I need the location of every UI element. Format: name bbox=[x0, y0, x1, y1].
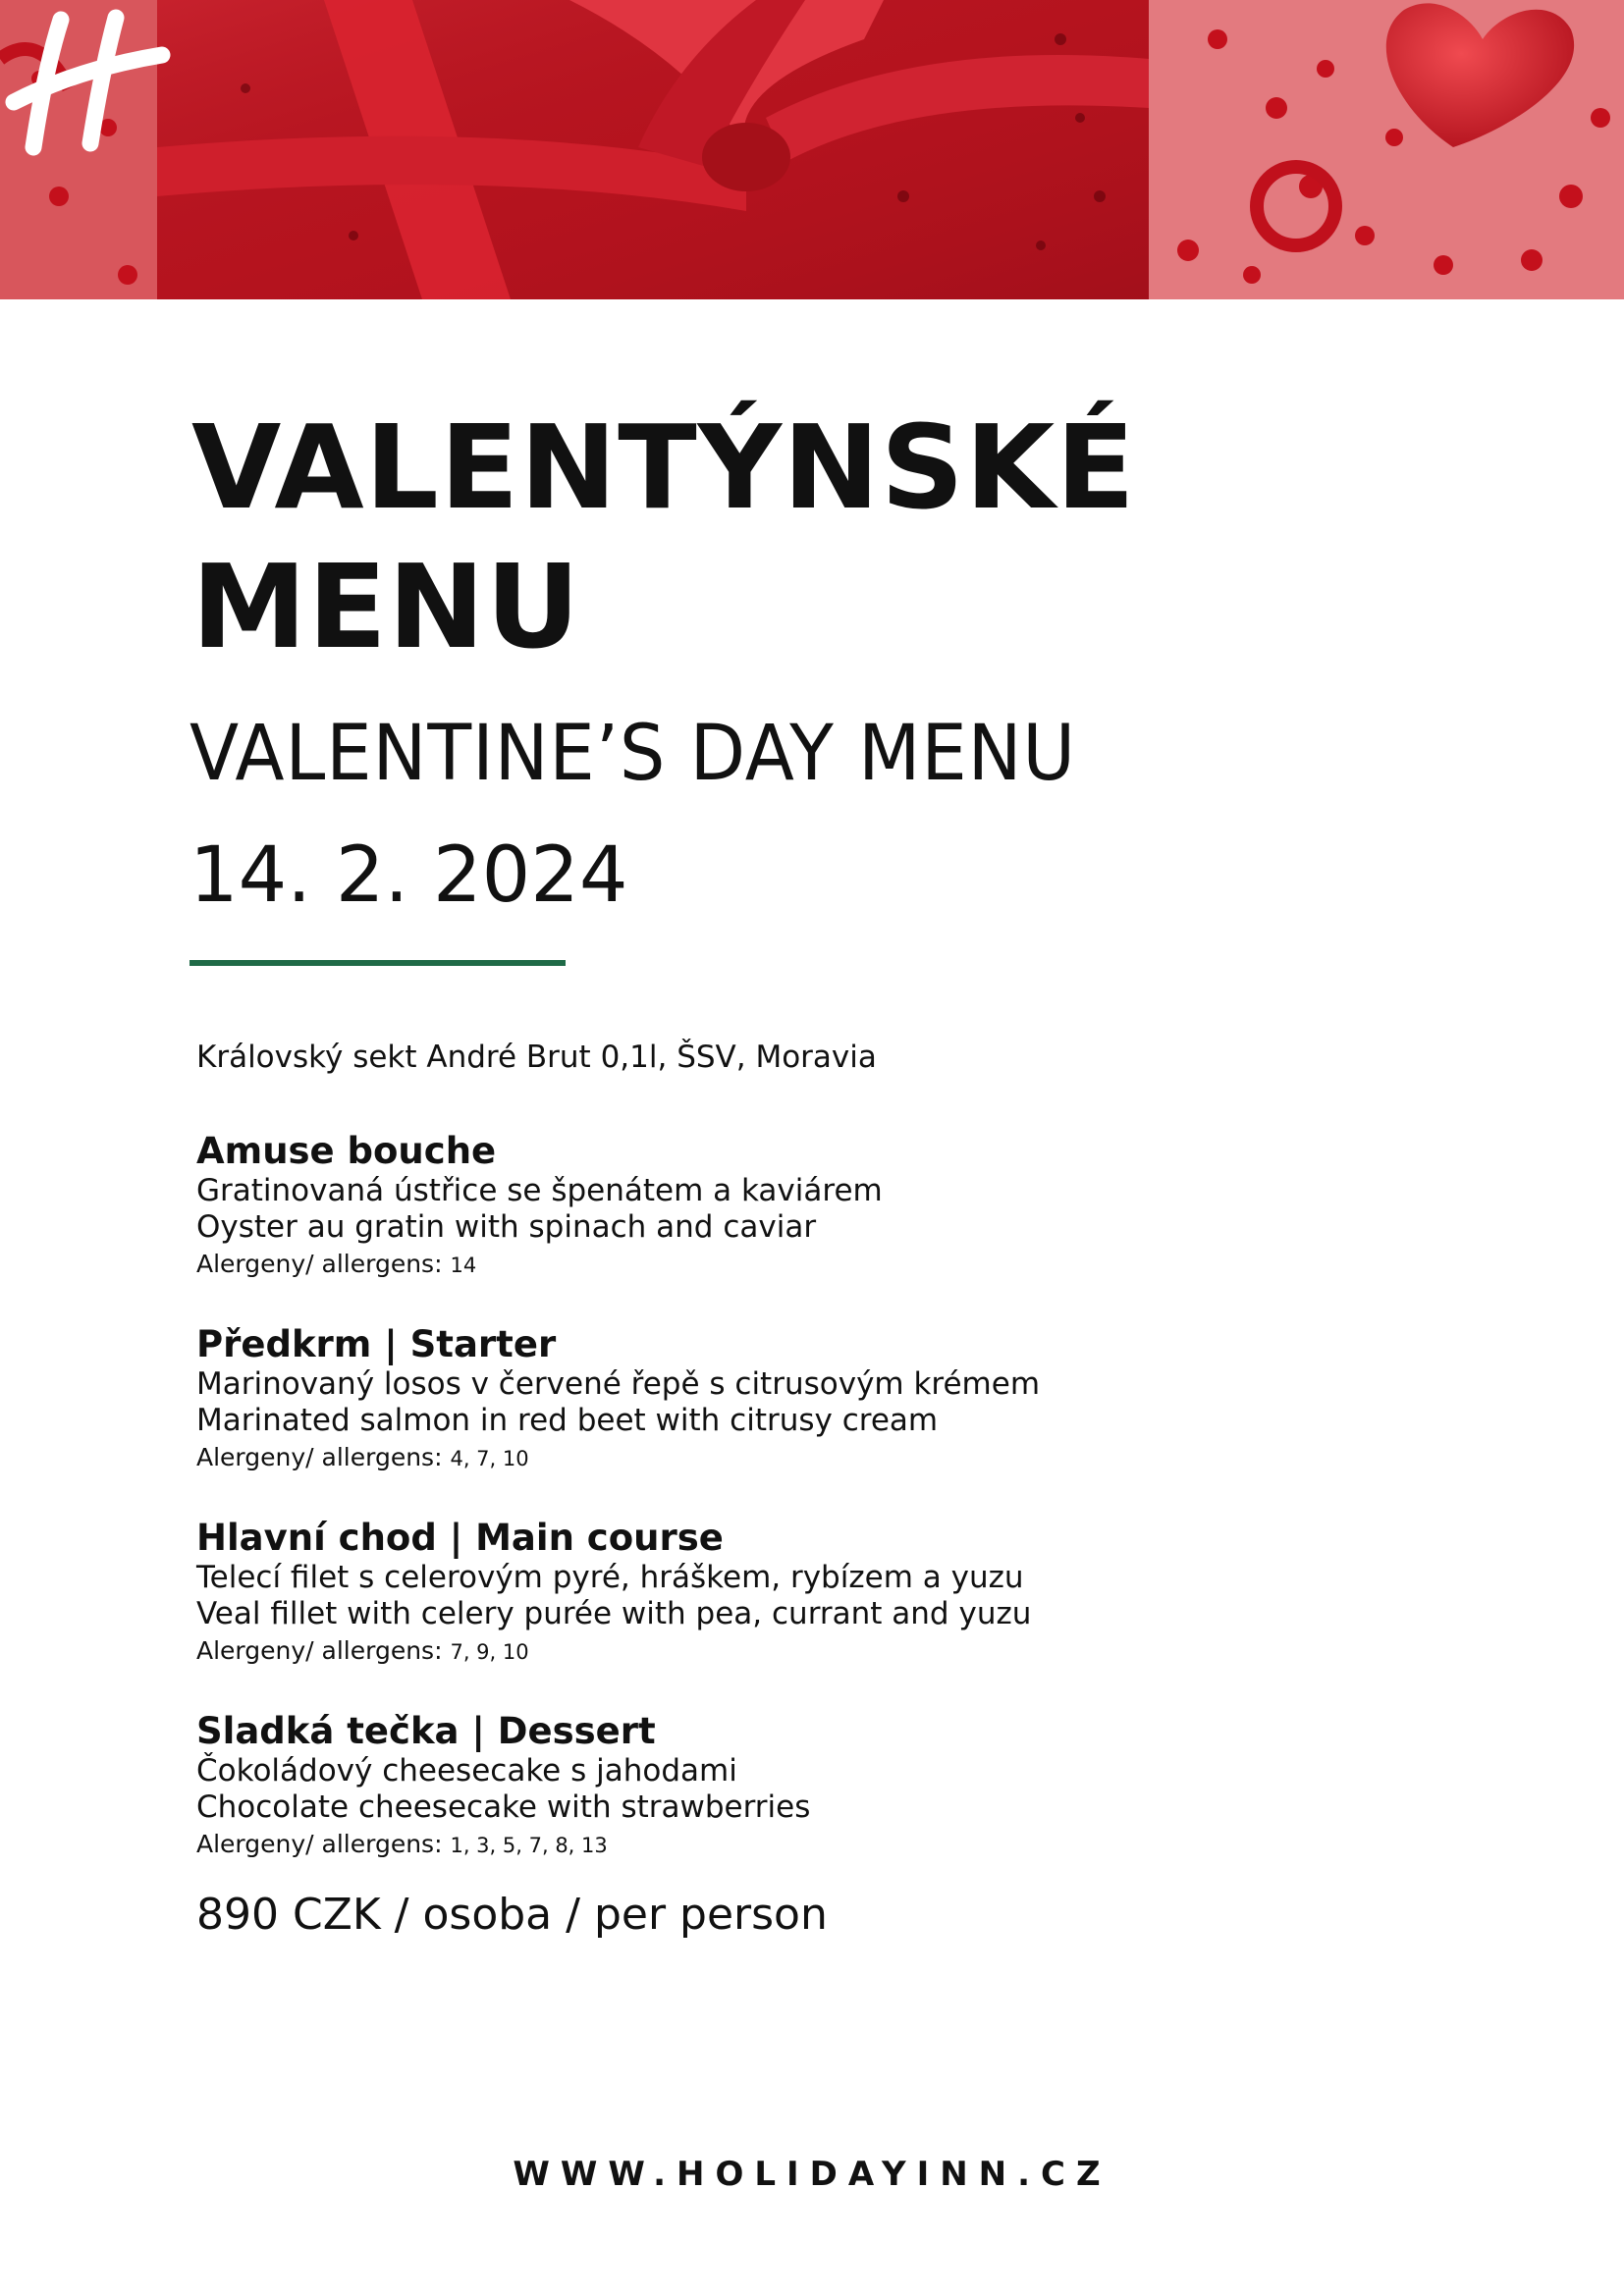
course-description-cz: Gratinovaná ústřice se špenátem a kaviárem bbox=[196, 1173, 883, 1208]
course-description-en: Chocolate cheesecake with strawberries bbox=[196, 1789, 811, 1825]
course-description-cz: Telecí filet s celerovým pyré, hráškem, rybízem a yuzu bbox=[196, 1560, 1024, 1595]
course-item bbox=[196, 1710, 1424, 1864]
valentine-gift-image bbox=[0, 0, 1624, 299]
course-allergens bbox=[196, 1826, 1424, 1864]
allergens-values: 14 bbox=[450, 1254, 477, 1277]
course-title: Hlavní chod | Main course bbox=[196, 1517, 724, 1559]
course-item bbox=[196, 1323, 1424, 1477]
course-description-en: Marinated salmon in red beet with citrusy cream bbox=[196, 1403, 939, 1438]
page-title-line-1: VALENTÝNSKÉ bbox=[191, 400, 1136, 535]
page-title-line-2: MENU bbox=[191, 539, 581, 674]
title-block bbox=[191, 398, 1136, 676]
holiday-inn-h-icon bbox=[0, 0, 177, 167]
allergens-values: 7, 9, 10 bbox=[450, 1640, 529, 1664]
course-allergens bbox=[196, 1632, 1424, 1671]
allergens-label: Alergeny/ allergens: bbox=[196, 1443, 443, 1471]
allergens-label: Alergeny/ allergens: bbox=[196, 1830, 443, 1858]
page-subtitle: VALENTINE’S DAY MENU bbox=[189, 710, 1077, 798]
aperitif-text: Královský sekt André Brut 0,1l, ŠSV, Moravia bbox=[196, 1040, 877, 1075]
course-title: Sladká tečka | Dessert bbox=[196, 1710, 656, 1752]
course-allergens bbox=[196, 1246, 1424, 1284]
menu-content bbox=[196, 1036, 1424, 1943]
allergens-values: 1, 3, 5, 7, 8, 13 bbox=[450, 1834, 608, 1857]
allergens-label: Alergeny/ allergens: bbox=[196, 1636, 443, 1665]
course-allergens bbox=[196, 1439, 1424, 1477]
course-description-cz: Marinovaný losos v červené řepě s citrusovým krémem bbox=[196, 1366, 1041, 1402]
menu-price: 890 CZK / osoba / per person bbox=[196, 1890, 828, 1940]
course-title: Předkrm | Starter bbox=[196, 1323, 557, 1365]
course-description-cz: Čokoládový cheesecake s jahodami bbox=[196, 1753, 737, 1789]
course-title: Amuse bouche bbox=[196, 1130, 497, 1172]
course-description-en: Oyster au gratin with spinach and caviar bbox=[196, 1209, 817, 1245]
website-link[interactable]: WWW.HOLIDAYINN.CZ bbox=[513, 2155, 1111, 2194]
allergens-values: 4, 7, 10 bbox=[450, 1447, 529, 1470]
course-description-en: Veal fillet with celery purée with pea, currant and yuzu bbox=[196, 1596, 1032, 1631]
event-date: 14. 2. 2024 bbox=[189, 831, 628, 920]
course-item bbox=[196, 1130, 1424, 1284]
header-banner bbox=[0, 0, 1624, 299]
course-item bbox=[196, 1517, 1424, 1671]
allergens-label: Alergeny/ allergens: bbox=[196, 1250, 443, 1278]
divider bbox=[189, 960, 566, 966]
